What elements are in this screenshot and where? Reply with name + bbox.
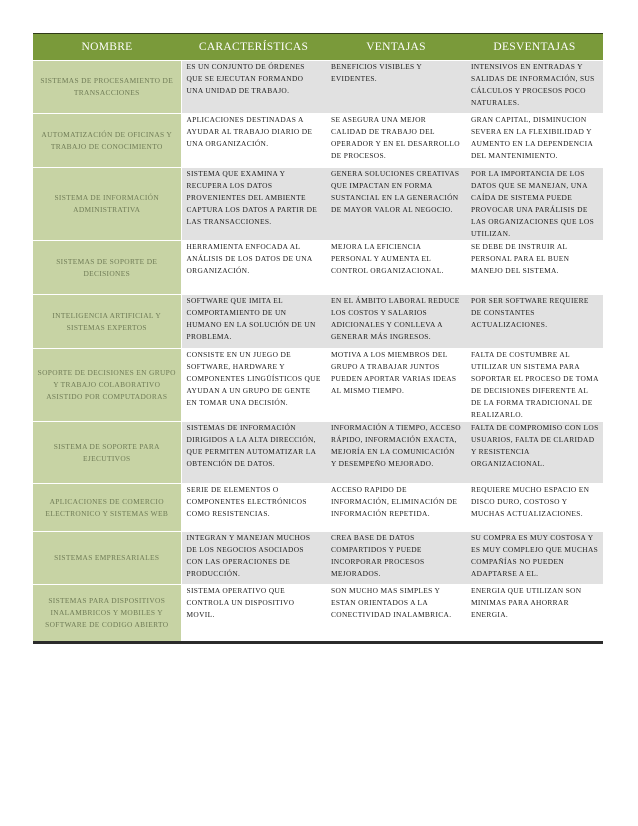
table-row xyxy=(33,114,603,168)
table-row xyxy=(33,295,603,349)
caracteristicas-cell: ES UN CONJUNTO DE ÓRDENES QUE SE EJECUTAN FORMANDO UNA UNIDAD DE TRABAJO. xyxy=(181,61,326,114)
row-name-cell: SISTEMA DE INFORMACIÓN ADMINISTRATIVA xyxy=(33,168,181,241)
desventajas-cell: POR SER SOFTWARE REQUIERE DE CONSTANTES ACTUALIZACIONES. xyxy=(466,295,603,349)
desventajas-cell: REQUIERE MUCHO ESPACIO EN DISCO DURO, COSTOSO Y MUCHAS ACTUALIZACIONES. xyxy=(466,484,603,532)
ventajas-cell: GENERA SOLUCIONES CREATIVAS QUE IMPACTAN EN FORMA SUSTANCIAL EN LA GENERACIÓN DE MAYOR VALOR AL NEGOCIO. xyxy=(326,168,466,241)
desventajas-cell: POR LA IMPORTANCIA DE LOS DATOS QUE SE MANEJAN, UNA CAÍDA DE SISTEMA PUEDE PROVOCAR UNA PARÁLISIS DE LAS ORGANIZACIONES QUE LOS UTILIZAN. xyxy=(466,168,603,241)
ventajas-cell: SON MUCHO MAS SIMPLES Y ESTAN ORIENTADOS A LA CONECTIVIDAD INALAMBRICA. xyxy=(326,585,466,641)
row-name-cell: SISTEMAS DE SOPORTE DE DECISIONES xyxy=(33,241,181,295)
caracteristicas-cell: APLICACIONES DESTINADAS A AYUDAR AL TRABAJO DIARIO DE UNA ORGANIZACIÓN. xyxy=(181,114,326,168)
caracteristicas-cell: SOFTWARE QUE IMITA EL COMPORTAMIENTO DE UN HUMANO EN LA SOLUCIÓN DE UN PROBLEMA. xyxy=(181,295,326,349)
comparison-table xyxy=(33,34,603,641)
ventajas-cell: SE ASEGURA UNA MEJOR CALIDAD DE TRABAJO DEL OPERADOR Y EN EL DESARROLLO DE PROCESOS. xyxy=(326,114,466,168)
header-nombre: NOMBRE xyxy=(33,34,181,61)
table-row xyxy=(33,484,603,532)
desventajas-cell: SU COMPRA ES MUY COSTOSA Y ES MUY COMPLEJO QUE MUCHAS COMPAÑÍAS NO PUEDEN ADAPTARSE A EL. xyxy=(466,532,603,585)
ventajas-cell: INFORMACIÓN A TIEMPO, ACCESO RÁPIDO, INFORMACIÓN EXACTA, MEJORÍA EN LA COMUNICACIÓN Y DESEMPEÑO MEJORADO. xyxy=(326,422,466,484)
row-name-cell: SISTEMAS PARA DISPOSITIVOS INALAMBRICOS Y MOBILES Y SOFTWARE DE CODIGO ABIERTO xyxy=(33,585,181,641)
desventajas-cell: GRAN CAPITAL, DISMINUCION SEVERA EN LA FLEXIBILIDAD Y AUMENTO EN LA DEPENDENCIA DEL MANTENIMIENTO. xyxy=(466,114,603,168)
ventajas-cell: ACCESO RAPIDO DE INFORMACIÓN, ELIMINACIÓN DE INFORMACIÓN REPETIDA. xyxy=(326,484,466,532)
caracteristicas-cell: SISTEMA OPERATIVO QUE CONTROLA UN DISPOSITIVO MOVIL. xyxy=(181,585,326,641)
comparison-table-container xyxy=(33,33,603,644)
row-name-cell: INTELIGENCIA ARTIFICIAL Y SISTEMAS EXPERTOS xyxy=(33,295,181,349)
table-row xyxy=(33,241,603,295)
row-name-cell: SISTEMAS DE PROCESAMIENTO DE TRANSACCIONES xyxy=(33,61,181,114)
ventajas-cell: MEJORA LA EFICIENCIA PERSONAL Y AUMENTA EL CONTROL ORGANIZACIONAL. xyxy=(326,241,466,295)
row-name-cell: SISTEMA DE SOPORTE PARA EJECUTIVOS xyxy=(33,422,181,484)
header-desventajas: DESVENTAJAS xyxy=(466,34,603,61)
table-row xyxy=(33,349,603,422)
row-name-cell: AUTOMATIZACIÓN DE OFICINAS Y TRABAJO DE CONOCIMIENTO xyxy=(33,114,181,168)
table-row xyxy=(33,61,603,114)
desventajas-cell: FALTA DE COSTUMBRE AL UTILIZAR UN SISTEMA PARA SOPORTAR EL PROCESO DE TOMA DE DECISIONES DIFERENTE AL DE LA FORMA TRADICIONAL DE REALIZARLO. xyxy=(466,349,603,422)
table-row xyxy=(33,532,603,585)
caracteristicas-cell: SISTEMA QUE EXAMINA Y RECUPERA LOS DATOS PROVENIENTES DEL AMBIENTE CAPTURA LOS DATOS A PARTIR DE LAS TRANSACCIONES. xyxy=(181,168,326,241)
table-row xyxy=(33,168,603,241)
caracteristicas-cell: SERIE DE ELEMENTOS O COMPONENTES ELECTRÓNICOS COMO RESISTENCIAS. xyxy=(181,484,326,532)
header-caracteristicas: CARACTERÍSTICAS xyxy=(181,34,326,61)
header-ventajas: VENTAJAS xyxy=(326,34,466,61)
desventajas-cell: INTENSIVOS EN ENTRADAS Y SALIDAS DE INFORMACIÓN, SUS CÁLCULOS Y PROCESOS POCO NATURALES. xyxy=(466,61,603,114)
caracteristicas-cell: SISTEMAS DE INFORMACIÓN DIRIGIDOS A LA ALTA DIRECCIÓN, QUE PERMITEN AUTOMATIZAR LA OBTENCIÓN DE DATOS. xyxy=(181,422,326,484)
table-header-row xyxy=(33,34,603,61)
desventajas-cell: ENERGIA QUE UTILIZAN SON MINIMAS PARA AHORRAR ENERGIA. xyxy=(466,585,603,641)
row-name-cell: APLICACIONES DE COMERCIO ELECTRONICO Y SISTEMAS WEB xyxy=(33,484,181,532)
ventajas-cell: CREA BASE DE DATOS COMPARTIDOS Y PUEDE INCORPORAR PROCESOS MEJORADOS. xyxy=(326,532,466,585)
ventajas-cell: EN EL ÁMBITO LABORAL REDUCE LOS COSTOS Y SALARIOS ADICIONALES Y CONLLEVA A GENERAR MÁS INGRESOS. xyxy=(326,295,466,349)
ventajas-cell: BENEFICIOS VISIBLES Y EVIDENTES. xyxy=(326,61,466,114)
caracteristicas-cell: INTEGRAN Y MANEJAN MUCHOS DE LOS NEGOCIOS ASOCIADOS CON LAS OPERACIONES DE PRODUCCIÓN. xyxy=(181,532,326,585)
caracteristicas-cell: HERRAMIENTA ENFOCADA AL ANÁLISIS DE LOS DATOS DE UNA ORGANIZACIÓN. xyxy=(181,241,326,295)
row-name-cell: SISTEMAS EMPRESARIALES xyxy=(33,532,181,585)
ventajas-cell: MOTIVA A LOS MIEMBROS DEL GRUPO A TRABAJAR JUNTOS PUEDEN APORTAR VARIAS IDEAS AL MISMO TIEMPO. xyxy=(326,349,466,422)
desventajas-cell: FALTA DE COMPROMISO CON LOS USUARIOS, FALTA DE CLARIDAD Y RESISTENCIA ORGANIZACIONAL. xyxy=(466,422,603,484)
table-row xyxy=(33,585,603,641)
table-row xyxy=(33,422,603,484)
row-name-cell: SOPORTE DE DECISIONES EN GRUPO Y TRABAJO COLABORATIVO ASISTIDO POR COMPUTADORAS xyxy=(33,349,181,422)
desventajas-cell: SE DEBE DE INSTRUIR AL PERSONAL PARA EL BUEN MANEJO DEL SISTEMA. xyxy=(466,241,603,295)
caracteristicas-cell: CONSISTE EN UN JUEGO DE SOFTWARE, HARDWARE Y COMPONENTES LINGÜÍSTICOS QUE AYUDAN A UN GRUPO DE GENTE EN TOMAR UNA DECISIÓN. xyxy=(181,349,326,422)
